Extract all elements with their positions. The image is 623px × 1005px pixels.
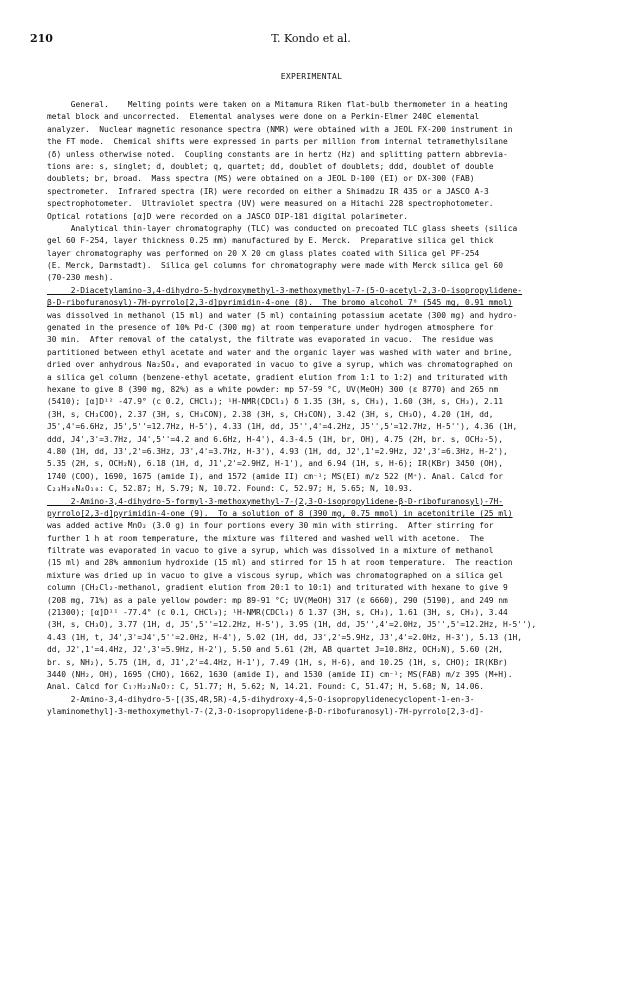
text-line: spectrometer. Infrared spectra (IR) were recorded on either a Shimadzu IR 435 or a JASCO A-3 bbox=[47, 186, 489, 196]
text-line: (3H, s, CH₃O), 3.77 (1H, d, J5',5''=12.2Hz, H-5'), 3.95 (1H, dd, J5'',4'=2.0Hz, J5'',5'=12.2Hz, H-5''), bbox=[47, 620, 537, 630]
text-line: column (CH₂Cl₂-methanol, gradient elution from 20:1 to 10:1) and triturated with hexane to give 9 bbox=[47, 583, 508, 593]
text-line: 2-Amino-3,4-dihydro-5-formyl-3-methoxymethyl-7-(2,3-O-isopropylidene-β-D-ribofuranosyl)-7H- bbox=[47, 496, 504, 506]
section-title: EXPERIMENTAL bbox=[280, 72, 343, 81]
body-text bbox=[47, 99, 595, 719]
text-line: br. s, NH₂), 5.75 (1H, d, J1',2'=4.4Hz, H-1'), 7.49 (1H, s, H-6), and 10.25 (1H, s, CHO); IR(KBr) bbox=[47, 657, 508, 667]
text-line: partitioned between ethyl acetate and water and the organic layer was washed with water and brine, bbox=[47, 347, 513, 357]
text-line: (15 ml) and 28% ammonium hydroxide (15 ml) and stirred for 15 h at room temperature. The reaction bbox=[47, 558, 513, 568]
text-line: gel 60 F-254, layer thickness 0.25 mm) manufactured by E. Merck. Preparative silica gel thick bbox=[47, 236, 494, 246]
text-line: was added active MnO₂ (3.0 g) in four portions every 30 min with stirring. After stirring for bbox=[47, 521, 494, 531]
text-line: ddd, J4',3'=3.7Hz, J4',5''=4.2 and 6.6Hz, H-4'), 4.3-4.5 (1H, br, OH), 4.75 (2H, br. s, OCH₂-5), bbox=[47, 434, 504, 444]
text-line: (70-230 mesh). bbox=[47, 273, 114, 283]
text-line: spectrophotometer. Ultraviolet spectra (UV) were measured on a Hitachi 228 spectrophotometer. bbox=[47, 199, 494, 209]
text-line: a silica gel column (benzene-ethyl acetate, gradient elution from 1:1 to 1:2) and triturated with bbox=[47, 372, 508, 382]
text-line: the FT mode. Chemical shifts were expressed in parts per million from internal tetramethylsilane bbox=[47, 137, 508, 147]
text-line: pyrrolo[2,3-d]pyrimidin-4-one (9). To a solution of 8 (390 mg, 0.75 mmol) in acetonitrile (25 ml) bbox=[47, 508, 513, 518]
text-line: was dissolved in methanol (15 ml) and water (5 ml) containing potassium acetate (300 mg) and hydro- bbox=[47, 310, 518, 320]
text-line: further 1 h at room temperature, the mixture was filtered and washed well with acetone. The bbox=[47, 533, 485, 543]
text-line: (E. Merck, Darmstadt). Silica gel columns for chromatography were made with Merck silica gel 60 bbox=[47, 261, 504, 271]
text-line: dried over anhydrous Na₂SO₄, and evaporated in vacuo to give a syrup, which was chromatographed on bbox=[47, 360, 513, 370]
text-line: General. Melting points were taken on a Mitamura Riken flat-bulb thermometer in a heating bbox=[47, 100, 508, 109]
text-line: hexane to give 8 (390 mg, 82%) as a white powder: mp 57-59 °C, UV(MeOH) 300 (ε 8770) and 265 nm bbox=[47, 384, 499, 394]
text-line: β-D-ribofuranosyl)-7H-pyrrolo[2,3-d]pyrimidin-4-one (8). The bromo alcohol 7⁸ (545 mg, 0.91 mmol) bbox=[47, 298, 513, 308]
text-line: 4.80 (1H, dd, J3',2'=6.3Hz, J3',4'=3.7Hz, H-3'), 4.93 (1H, dd, J2',1'=2.9Hz, J2',3'=6.3Hz, H-2'), bbox=[47, 446, 508, 456]
text-line: dd, J2',1'=4.4Hz, J2',3'=5.9Hz, H-2'), 5.50 and 5.61 (2H, AB quartet J=10.8Hz, OCH₂N), 5.60 (2H, bbox=[47, 645, 504, 655]
text-line: (δ) unless otherwise noted. Coupling constants are in hertz (Hz) and splitting pattern abbrevia- bbox=[47, 149, 508, 159]
text-line: 4.43 (1H, t, J4',3'=J4',5''=2.0Hz, H-4'), 5.02 (1H, dd, J3',2'=5.9Hz, J3',4'=2.0Hz, H-3'), 5.13 (1H, bbox=[47, 632, 523, 642]
text-line: (3H, s, CH₃COO), 2.37 (3H, s, CH₃CON), 2.38 (3H, s, CH₃CON), 3.42 (3H, s, CH₃O), 4.20 (1H, dd, bbox=[47, 409, 494, 419]
running-header bbox=[30, 32, 592, 48]
text-line: 30 min. After removal of the catalyst, the filtrate was evaporated in vacuo. The residue was bbox=[47, 335, 494, 345]
text-line: filtrate was evaporated in vacuo to give a syrup, which was dissolved in a mixture of methanol bbox=[47, 546, 494, 556]
text-line: genated in the presence of 10% Pd-C (300 mg) at room temperature under hydrogen atmosphere for bbox=[47, 323, 494, 333]
text-line: tions are: s, singlet; d, doublet; q, quartet; dd, doublet of doublets; ddd, doublet of double bbox=[47, 161, 494, 171]
running-author: T. Kondo et al. bbox=[271, 32, 351, 45]
text-line: 3440 (NH₂, OH), 1695 (CHO), 1662, 1630 (amide I), and 1530 (amide II) cm⁻¹; MS(FAB) m/z 395 (M+H). bbox=[47, 669, 513, 679]
text-line: C₂₃H₃₀N₄O₁₀: C, 52.87; H, 5.79; N, 10.72. Found: C, 52.97; H, 5.65; N, 10.93. bbox=[47, 484, 413, 494]
text-line: Analytical thin-layer chromatography (TLC) was conducted on precoated TLC glass sheets (silica bbox=[47, 223, 518, 233]
text-line: 1740 (COO), 1690, 1675 (amide I), and 1572 (amide II) cm⁻¹; MS(EI) m/z 522 (M⁺). Anal. Calcd for bbox=[47, 471, 504, 481]
page-number: 210 bbox=[30, 32, 53, 45]
text-line: mixture was dried up in vacuo to give a viscous syrup, which was chromatographed on a silica gel bbox=[47, 570, 504, 580]
text-line: Anal. Calcd for C₁₇H₂₂N₄O₇: C, 51.77; H, 5.62; N, 14.21. Found: C, 51.47; H, 5.68; N, 14.06. bbox=[47, 682, 485, 692]
text-line: (208 mg, 71%) as a pale yellow powder: mp 89-91 °C; UV(MeOH) 317 (ε 6660), 290 (5190), and 249 nm bbox=[47, 595, 508, 605]
text-line: doublets; br, broad. Mass spectra (MS) were obtained on a JEOL D-100 (EI) or DX-300 (FAB) bbox=[47, 174, 475, 184]
text-line: metal block and uncorrected. Elemental analyses were done on a Perkin-Elmer 240C elemental bbox=[47, 112, 480, 122]
text-line: analyzer. Nuclear magnetic resonance spectra (NMR) were obtained with a JEOL FX-200 instrument in bbox=[47, 124, 513, 134]
text-line: ylaminomethyl]-3-methoxymethyl-7-(2,3-O-isopropylidene-β-D-ribofuranosyl)-7H-pyrrolo[2,3-d]- bbox=[47, 707, 485, 717]
text-line: J5',4'=6.6Hz, J5',5''=12.7Hz, H-5'), 4.33 (1H, dd, J5'',4'=4.2Hz, J5'',5'=12.7Hz, H-5''), 4.36 (1H, bbox=[47, 422, 518, 432]
text-line: (21300); [α]D¹¹ -77.4° (c 0.1, CHCl₃); ¹H-NMR(CDCl₃) δ 1.37 (3H, s, CH₃), 1.61 (3H, s, CH₃), 3.44 bbox=[47, 608, 508, 618]
text-line: 5.35 (2H, s, OCH₂N), 6.18 (1H, d, J1',2'=2.9HZ, H-1'), and 6.94 (1H, s, H-6); IR(KBr) 3450 (OH), bbox=[47, 459, 504, 469]
text-line: (5410); [α]D¹² -47.9° (c 0.2, CHCl₃); ¹H-NMR(CDCl₃) δ 1.35 (3H, s, CH₃), 1.60 (3H, s, CH₃), 2.11 bbox=[47, 397, 504, 407]
text-line: layer chromatography was performed on 20 X 20 cm glass plates coated with Silica gel PF-254 bbox=[47, 248, 480, 258]
text-line: Optical rotations [α]D were recorded on a JASCO DIP-181 digital polarimeter. bbox=[47, 211, 409, 221]
text-line: 2-Diacetylamino-3,4-dihydro-5-hydroxymethyl-3-methoxymethyl-7-(5-O-acetyl-2,3-O-isopropylidene- bbox=[47, 285, 523, 295]
text-line: 2-Amino-3,4-dihydro-5-[(3S,4R,5R)-4,5-dihydroxy-4,5-O-isopropylidenecyclopent-1-en-3- bbox=[47, 694, 475, 704]
